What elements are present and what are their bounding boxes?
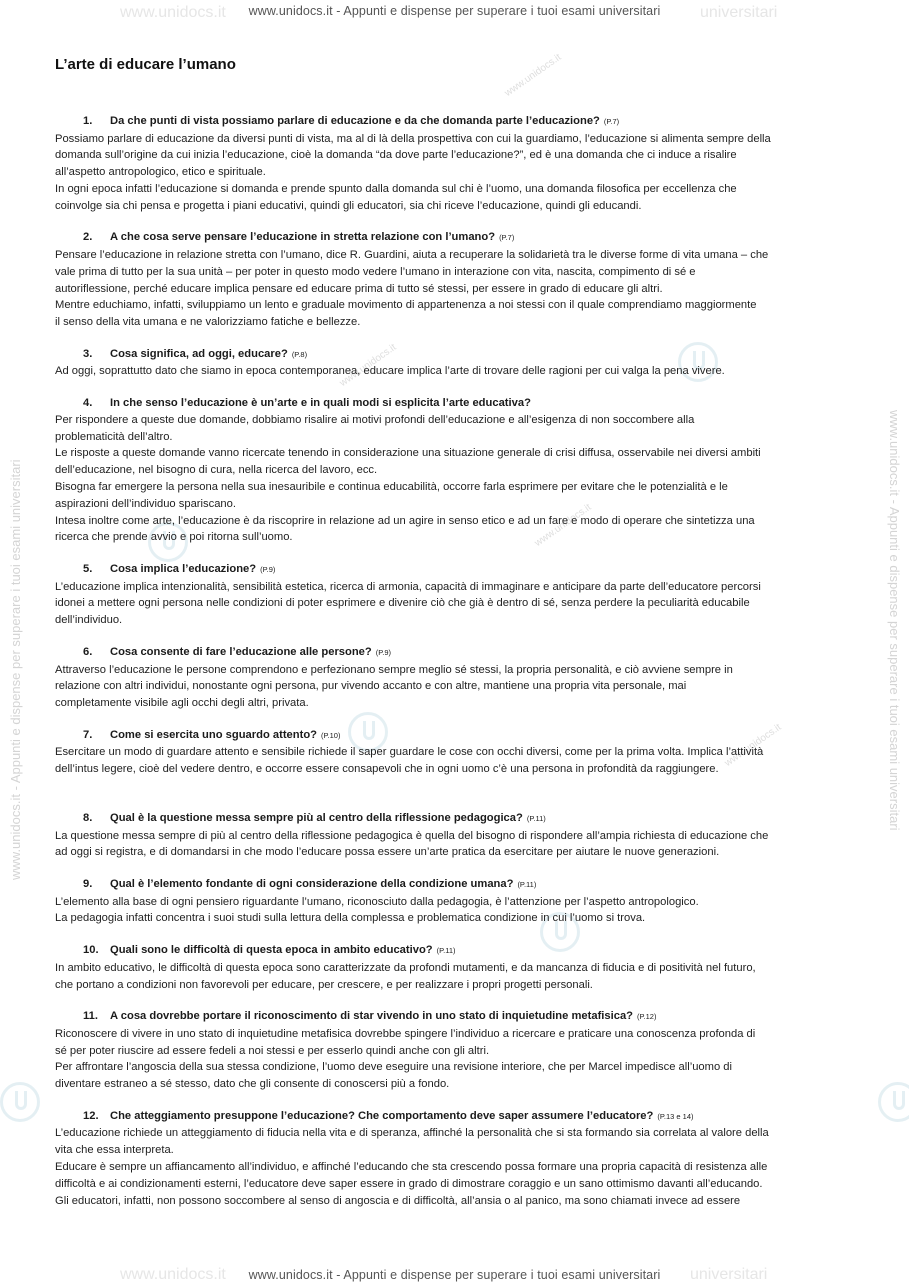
answer-text bbox=[55, 412, 855, 546]
answer-line: all’aspetto antropologico, etico e spirituale. bbox=[55, 166, 266, 179]
answer-line: In ogni epoca infatti l’educazione si domanda e prende spunto dalla domanda sul chi è l’uomo, una domanda filosofica per eccellenza che bbox=[55, 182, 737, 195]
answer-line: il senso della vita umana e ne valorizziamo fatiche e bellezze. bbox=[55, 316, 361, 329]
diagonal-watermark: www.unidocs.it bbox=[722, 722, 784, 769]
side-watermark-right: www.unidocs.it - Appunti e dispense per superare i tuoi esami universitari bbox=[887, 410, 902, 831]
answer-line: vale prima di tutto per la sua unità – per poter in questo modo vedere l’umano in interazione con vita, nascita, compimento di sé e bbox=[55, 265, 696, 278]
answer-line: dell’intus legere, cioè del vedere dentro, e occorre essere consapevoli che in ogni uomo c’è una persona in profondità da raggiungere. bbox=[55, 763, 719, 776]
qa-item bbox=[55, 810, 855, 861]
answer-line: completamente visibile agli occhi degli altri, privata. bbox=[55, 697, 309, 710]
answer-line: dell’individuo. bbox=[55, 614, 123, 627]
qa-item bbox=[55, 644, 855, 712]
question-text: In che senso l’educazione è un’arte e in quali modi si esplicita l’arte educativa? bbox=[110, 397, 531, 410]
page-reference: (P.13 e 14) bbox=[657, 1111, 694, 1121]
question-text: A che cosa serve pensare l’educazione in stretta relazione con l’umano? bbox=[110, 231, 496, 244]
answer-text bbox=[55, 894, 855, 928]
answer-text bbox=[55, 960, 855, 994]
answer-line: In ambito educativo, le difficoltà di questa epoca sono caratterizzate da profondi mutamenti, e da mancanza di fiducia e di positività nel futuro, bbox=[55, 961, 756, 974]
question-text: Quali sono le difficoltà di questa epoca in ambito educativo? bbox=[110, 944, 433, 957]
question-heading bbox=[55, 395, 855, 412]
ghost-watermark-right: universitari bbox=[690, 1266, 768, 1283]
answer-line: Per affrontare l’angoscia della sua stessa condizione, l’uomo deve eseguire una revisione interiore, che per Marcel impedisce all’uomo di bbox=[55, 1061, 733, 1074]
question-number: 11. bbox=[83, 1010, 98, 1023]
page-reference: (P.9) bbox=[375, 648, 392, 658]
ghost-watermark-left: www.unidocs.it bbox=[120, 1266, 226, 1283]
page-reference: (P.11) bbox=[526, 814, 546, 824]
answer-line: L’educazione implica intenzionalità, sensibilità estetica, ricerca di armonia, capacità di immaginare e anticipare da parte dell’educatore percorsi bbox=[55, 580, 761, 593]
page-reference: (P.7) bbox=[499, 233, 515, 243]
question-heading bbox=[55, 1108, 855, 1126]
answer-line: Gli educatori, infatti, non possono soccombere al senso di angoscia e di difficoltà, all’ansia o al panico, ma sono chiamati invece ad essere bbox=[55, 1194, 741, 1207]
answer-line: problematicità dell’altro. bbox=[55, 430, 173, 443]
answer-line: ricerca che prende avvio e poi ritorna sull’uomo. bbox=[55, 531, 293, 544]
answer-line: Per rispondere a queste due domande, dobbiamo risalire ai motivi profondi dell’educazione e all’esigenza di non soccombere alla bbox=[55, 413, 695, 426]
question-number: 1. bbox=[83, 115, 93, 127]
question-heading bbox=[55, 727, 855, 745]
question-number: 4. bbox=[83, 397, 93, 410]
answer-line: La pedagogia infatti concentra i suoi studi sulla lettura della complessa e problematica condizione in cui l’uomo si trova. bbox=[55, 912, 646, 925]
unidocs-logo-watermark bbox=[878, 1082, 909, 1122]
answer-line: Possiamo parlare di educazione da diversi punti di vista, ma al di là della prospettiva con cui la guardiamo, l’educazione si alimenta sempre della bbox=[55, 132, 771, 145]
answer-line: dell’educazione, nel bisogno di cura, nella ricerca del lavoro, ecc. bbox=[55, 464, 378, 477]
qa-item bbox=[55, 942, 855, 993]
answer-line: vita che essa interpreta. bbox=[55, 1144, 174, 1157]
page-reference: (P.9) bbox=[260, 565, 276, 575]
question-heading bbox=[55, 810, 855, 828]
question-heading bbox=[55, 876, 855, 894]
answer-text bbox=[55, 579, 855, 629]
qa-item bbox=[55, 1008, 855, 1093]
answer-text bbox=[55, 363, 855, 380]
question-heading bbox=[55, 1008, 855, 1026]
answer-line: autoriflessione, perché educare implica pensare ed educare prima di tutto sé stessi, per essere in grado di educare gli altri. bbox=[55, 282, 663, 295]
answer-line: Pensare l’educazione in relazione stretta con l’umano, dice R. Guardini, aiuta a recuperare la solidarietà tra le diverse forme di vita umana – che bbox=[55, 248, 769, 261]
ghost-watermark-left: www.unidocs.it bbox=[120, 4, 226, 21]
question-heading bbox=[55, 229, 855, 247]
answer-line: Ad oggi, soprattutto dato che siamo in epoca contemporanea, educare implica l’arte di trovare delle ragioni per cui valga la pena vivere. bbox=[55, 365, 725, 378]
question-number: 8. bbox=[83, 812, 93, 825]
answer-line: diventare estraneo a sé stesso, dato che gli consente di conoscersi più a fondo. bbox=[55, 1078, 450, 1091]
answer-text bbox=[55, 131, 855, 215]
answer-line: domanda sull’origine da cui inizia l’educazione, cioè la domanda “da dove parte l’educazione?”, ed è una domanda che ci induce a risalire bbox=[55, 149, 737, 162]
qa-item bbox=[55, 1108, 855, 1209]
answer-line: Esercitare un modo di guardare attento e sensibile richiede il saper guardare le cose con occhi diversi, come per la prima volta. Implica l’attività bbox=[55, 746, 764, 759]
diagonal-watermark: www.unidocs.it bbox=[532, 502, 594, 549]
answer-line: Le risposte a queste domande vanno ricercate tenendo in considerazione una situazione generale di crisi diffusa, osservabile nei diversi ambiti bbox=[55, 447, 761, 460]
page-reference: (P.7) bbox=[603, 117, 620, 126]
question-heading bbox=[55, 346, 855, 364]
question-text: Da che punti di vista possiamo parlare di educazione e da che domanda parte l’educazione? bbox=[110, 115, 600, 127]
question-heading bbox=[55, 942, 855, 960]
header-watermark[interactable]: www.unidocs.it - Appunti e dispense per superare i tuoi esami universitari bbox=[248, 4, 661, 18]
side-watermark-left: www.unidocs.it - Appunti e dispense per superare i tuoi esami universitari bbox=[8, 459, 23, 880]
answer-line: Bisogna far emergere la persona nella sua inesauribile e continua educabilità, occorre farla esprimere per evitare che le potenzialità e le bbox=[55, 480, 728, 493]
answer-line: Intesa inoltre come arte, l’educazione è da riscoprire in relazione ad un agire in senso etico e ad un fare e modo di operare che sintetizza una bbox=[55, 514, 755, 527]
question-number: 2. bbox=[83, 231, 93, 244]
answer-line: sé per poter riuscire ad essere fedeli a noi stessi e per esserlo quindi anche con gli altri. bbox=[55, 1044, 490, 1057]
page-title: L’arte di educare l’umano bbox=[55, 56, 236, 73]
answer-line: relazione con altri individui, nonostante ogni persona, pur vivendo accanto e con altre, mantiene una propria vita personale, mai bbox=[55, 680, 687, 693]
answer-line: che portano a condizioni non favorevoli per educare, per crescere, e per realizzare i propri progetti personali. bbox=[55, 978, 593, 991]
question-text: Qual è la questione messa sempre più al centro della riflessione pedagogica? bbox=[110, 812, 523, 825]
question-number: 6. bbox=[83, 646, 93, 659]
question-number: 10. bbox=[83, 944, 99, 957]
question-heading bbox=[55, 113, 855, 131]
answer-line: idonei a mettere ogni persona nelle condizioni di poter esprimere e divenire ciò che già è dentro di sé, senza perdere la peculiarità educabile bbox=[55, 597, 750, 610]
answer-text bbox=[55, 662, 855, 712]
question-text: A cosa dovrebbe portare il riconoscimento di star vivendo in uno stato di inquietudine metafisica? bbox=[110, 1010, 634, 1023]
page-reference: (P.10) bbox=[321, 730, 341, 740]
answer-line: La questione messa sempre di più al centro della riflessione pedagogica è quella del bisogno di rispondere all’ampia richiesta di educazione che bbox=[55, 829, 769, 842]
question-heading bbox=[55, 561, 855, 579]
question-number: 12. bbox=[83, 1109, 99, 1122]
diagonal-watermark: www.unidocs.it bbox=[502, 52, 564, 99]
answer-text bbox=[55, 1026, 855, 1093]
question-number: 9. bbox=[83, 878, 93, 891]
answer-line: difficoltà e ai condizionamenti esterni, l’educatore deve saper essere in grado di dimostrare coraggio e un sano ottimismo davanti all’educando. bbox=[55, 1177, 763, 1190]
question-heading bbox=[55, 644, 855, 662]
unidocs-logo-watermark bbox=[0, 1082, 40, 1122]
diagonal-watermark: www.unidocs.it bbox=[337, 342, 399, 389]
answer-line: L’educazione richiede un atteggiamento di fiducia nella vita e di speranza, affinché la personalità che si sta formando sia correlata al valore della bbox=[55, 1127, 769, 1140]
page-reference: (P.11) bbox=[517, 880, 537, 890]
qa-item bbox=[55, 395, 855, 546]
qa-item bbox=[55, 229, 855, 330]
qa-item bbox=[55, 346, 855, 380]
answer-line: ad oggi si registra, e di domandarsi in che modo l’educare possa essere un’arte pratica da esercitare per aiutare le nuove generazioni. bbox=[55, 846, 720, 859]
answer-text bbox=[55, 744, 855, 778]
page-reference: (P.12) bbox=[637, 1012, 657, 1022]
qa-item bbox=[55, 727, 855, 778]
answer-text bbox=[55, 828, 855, 862]
answer-line: aspirazioni dell’individuo spariscano. bbox=[55, 497, 236, 510]
footer-watermark[interactable]: www.unidocs.it - Appunti e dispense per superare i tuoi esami universitari bbox=[248, 1268, 661, 1282]
spacer bbox=[55, 793, 855, 810]
qa-item bbox=[55, 876, 855, 927]
answer-text bbox=[55, 247, 855, 331]
answer-line: Riconoscere di vivere in uno stato di inquietudine metafisica dovrebbe spingere l’individuo a ricercare e praticare una conoscenza profonda di bbox=[55, 1027, 756, 1040]
answer-text bbox=[55, 1125, 855, 1209]
question-text: Cosa consente di fare l’educazione alle persone? bbox=[110, 646, 372, 659]
question-number: 7. bbox=[83, 728, 93, 741]
question-number: 3. bbox=[83, 347, 93, 360]
page-reference: (P.11) bbox=[436, 946, 456, 956]
answer-line: Attraverso l’educazione le persone comprendono e perfezionano sempre meglio sé stessi, la propria personalità, e ciò avviene sempre in bbox=[55, 663, 733, 676]
question-text: Qual è l’elemento fondante di ogni considerazione della condizione umana? bbox=[110, 878, 514, 891]
question-list bbox=[55, 113, 855, 1209]
answer-line: coinvolge sia chi pensa e progetta i piani educativi, quindi gli educatori, sia chi riceve l’educazione, quindi gli educandi. bbox=[55, 199, 642, 212]
document-body bbox=[55, 56, 855, 1224]
question-text: Che atteggiamento presuppone l’educazione? Che comportamento deve saper assumere l’educatore? bbox=[110, 1109, 654, 1122]
answer-line: Educare è sempre un affiancamento all’individuo, e affinché l’educando che sta crescendo possa formare una propria capacità di resistenza alle bbox=[55, 1161, 768, 1174]
question-text: Cosa significa, ad oggi, educare? bbox=[110, 347, 288, 360]
question-text: Cosa implica l’educazione? bbox=[110, 563, 257, 576]
answer-line: Mentre educhiamo, infatti, sviluppiamo un lento e graduale movimento di appartenenza a noi stessi con il quale comprendiamo maggiormente bbox=[55, 299, 757, 312]
answer-line: L’elemento alla base di ogni pensiero riguardante l’umano, riconosciuto dalla pedagogia, è l’attenzione per l’aspetto antropologico. bbox=[55, 895, 699, 908]
qa-item bbox=[55, 561, 855, 629]
ghost-watermark-right: universitari bbox=[700, 4, 778, 21]
question-text: Come si esercita uno sguardo attento? bbox=[110, 728, 318, 741]
page-reference: (P.8) bbox=[291, 349, 308, 359]
question-number: 5. bbox=[83, 563, 93, 576]
qa-item bbox=[55, 113, 855, 214]
